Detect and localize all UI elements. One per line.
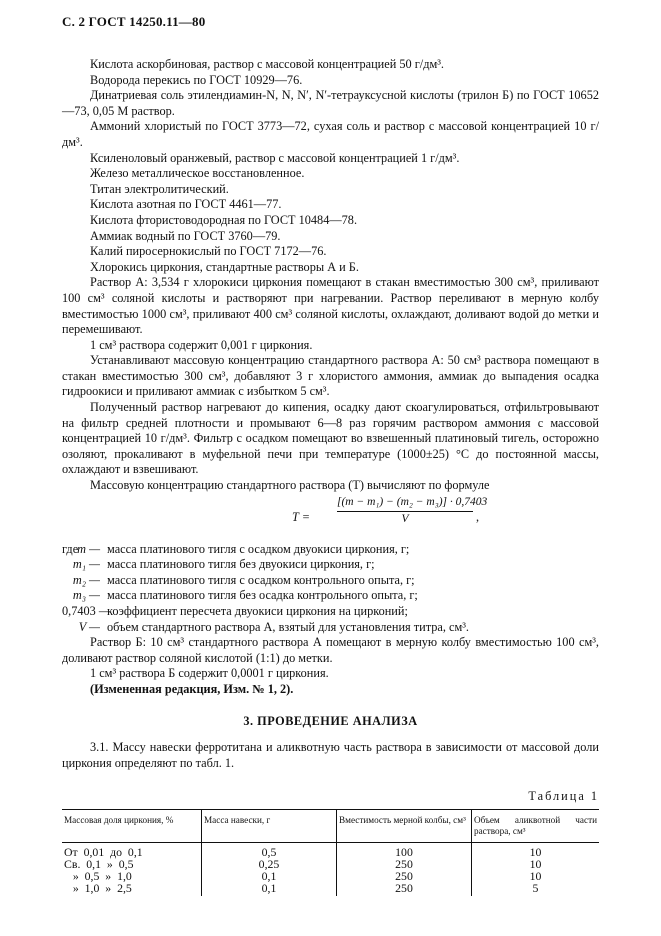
- reagent-item: Ксиленоловый оранжевый, раствор с массовой концентрацией 1 г/дм³.: [90, 150, 460, 165]
- definition-text: масса платинового тигля без двуокиси циркония, г;: [107, 557, 375, 572]
- reagent-item: Хлорокись циркония, стандартные растворы А и Б.: [90, 259, 359, 274]
- section-title: 3. ПРОВЕДЕНИЕ АНАЛИЗА: [243, 713, 418, 728]
- definition-symbol: V —: [78, 619, 100, 634]
- definition-text: масса платинового тигля без осадка контрольного опыта, г;: [107, 588, 418, 603]
- table-cell: » 0,5 » 1,0: [64, 868, 132, 883]
- definition-text: масса платинового тигля с осадком двуокиси циркония, г;: [107, 541, 410, 556]
- page-header: С. 2 ГОСТ 14250.11—80: [62, 14, 206, 29]
- reagent-item: Аммиак водный по ГОСТ 3760—79.: [90, 228, 281, 243]
- definition-row: [62, 557, 599, 573]
- table-row: [62, 858, 599, 870]
- solution-a-paragraph: Раствор А: 3,534 г хлорокиси циркония помещают в стакан вместимостью 300 см³, приливают 100 см³ соляной кислоты и растворяют при нагревании. Раствор переливают в мерную колбу вместимостью 1000 см³, приливают 400 см³ соляной кислоты, охлаждают, доливают водой до метки и перемешивают.: [62, 275, 599, 337]
- definition-symbol: m₁ —: [72, 557, 100, 572]
- solution-a-paragraph: Массовую концентрацию стандартного раствора (T) вычисляют по формуле: [90, 478, 490, 493]
- reagent-item: Аммоний хлористый по ГОСТ 3773—72, сухая соль и раствор с массовой концентрацией 10 г/дм³.: [62, 119, 599, 149]
- formula-tail: ,: [476, 509, 480, 524]
- table-cell: 10: [472, 842, 600, 858]
- reagent-item: Кислота фтористоводородная по ГОСТ 10484—78.: [90, 212, 358, 227]
- definition-row: [62, 620, 599, 636]
- reagent-item: Кислота азотная по ГОСТ 4461—77.: [90, 197, 282, 212]
- definition-symbol: m₂ —: [72, 572, 100, 587]
- definition-row: [62, 604, 599, 620]
- table-cell: 5: [472, 882, 600, 896]
- table-header-row: [62, 809, 599, 842]
- reagent-item: Кислота аскорбиновая, раствор с массовой концентрацией 50 г/дм³.: [90, 57, 444, 71]
- reagent-item: Титан электролитический.: [90, 181, 229, 196]
- table-cell: 0,1: [202, 882, 337, 896]
- solution-a-paragraph: Устанавливают массовую концентрацию стандартного раствора А: 50 см³ раствора помещают в стакан вместимостью 300 см³, добавляют 3 г хлористого аммония, аммиак до выпадения осадка гидроокиси и приливают аммиак с избытком 5 см³.: [62, 353, 599, 399]
- solution-b-paragraph: 1 см³ раствора Б содержит 0,0001 г циркония.: [90, 666, 329, 681]
- variable-definitions: [62, 542, 599, 636]
- table-row: [62, 870, 599, 882]
- definition-symbol: m —: [77, 541, 100, 556]
- definition-text: объем стандартного раствора А, взятый для установления титра, см³.: [107, 619, 469, 634]
- column-header: Масса навески, г: [202, 809, 337, 842]
- definition-symbol: m₃ —: [72, 588, 100, 603]
- table-cell: 10: [472, 858, 600, 870]
- reagent-item: Железо металлическое восстановленное.: [90, 166, 305, 181]
- table-cell: 0,1: [202, 870, 337, 882]
- solution-a-paragraph: 1 см³ раствора содержит 0,001 г циркония.: [90, 337, 313, 352]
- column-header: Массовая доля циркония, %: [62, 809, 202, 842]
- table-cell: » 1,0 » 2,5: [64, 880, 132, 895]
- formula-lhs: T =: [292, 509, 310, 524]
- table-cell: 0,25: [202, 858, 337, 870]
- table-caption: Таблица 1: [528, 789, 599, 804]
- formula-denominator: V: [401, 513, 409, 526]
- table-cell: 250: [337, 858, 472, 870]
- table-cell: 0,5: [202, 842, 337, 858]
- table-cell: 250: [337, 882, 472, 896]
- table-row: [62, 842, 599, 858]
- table-cell: 250: [337, 870, 472, 882]
- definition-symbol: 0,7403 —: [62, 604, 112, 618]
- solution-a-paragraph: Полученный раствор нагревают до кипения, осадку дают скоагулироваться, отфильтровывают на фильтр средней плотности и промывают 6—8 раз горячим раствором аммония с массовой концентрацией 10 г/дм³. Фильтр с осадком помещают во взвешенный платиновый тигель, осторожно озоляют, прокаливают в муфельной печи при температуре (1000±25) °С до постоянной массы, охлаждают и взвешивают.: [62, 400, 599, 477]
- table-cell: 100: [337, 842, 472, 858]
- column-header: Вместимость мерной колбы, см³: [337, 809, 472, 842]
- formula-numerator: [(m − m₁) − (m₂ − m₃)] · 0,7403: [337, 495, 473, 513]
- solution-b-paragraph: Раствор Б: 10 см³ стандартного раствора А помещают в мерную колбу вместимостью 100 см³, доливают раствор соляной кислотой (1:1) до метки.: [62, 635, 599, 665]
- definition-row: [62, 542, 599, 558]
- definition-row: [62, 588, 599, 604]
- formula-fraction: [337, 495, 488, 528]
- column-header: Объем аликвотной части раствора, см³: [472, 809, 600, 842]
- definition-row: [62, 573, 599, 589]
- section-paragraph: 3.1. Массу навески ферротитана и аликвотную часть раствора в зависимости от массовой доли циркония определяют по табл. 1.: [62, 740, 599, 770]
- document-body: [62, 57, 599, 896]
- definition-lead: где: [62, 541, 79, 556]
- concentration-formula: [62, 494, 599, 542]
- data-table: [62, 809, 599, 896]
- definition-text: масса платинового тигля с осадком контрольного опыта, г;: [107, 572, 415, 587]
- revision-note: (Измененная редакция, Изм. № 1, 2).: [90, 681, 294, 696]
- table-cell: Св. 0,1 » 0,5: [64, 856, 134, 871]
- table-cell: От 0,01 до 0,1: [64, 844, 143, 859]
- definition-text: коэффициент пересчета двуокиси циркония на цирконий;: [107, 604, 408, 618]
- reagent-item: Динатриевая соль этилендиамин-N, N, N′, N′-тетрауксусной кислоты (трилон Б) по ГОСТ 10652—73, 0,05 М раствор.: [62, 88, 599, 118]
- table-cell: 10: [472, 870, 600, 882]
- reagent-item: Калий пиросернокислый по ГОСТ 7172—76.: [90, 244, 327, 259]
- table-row: [62, 882, 599, 896]
- reagent-item: Водорода перекись по ГОСТ 10929—76.: [90, 72, 303, 87]
